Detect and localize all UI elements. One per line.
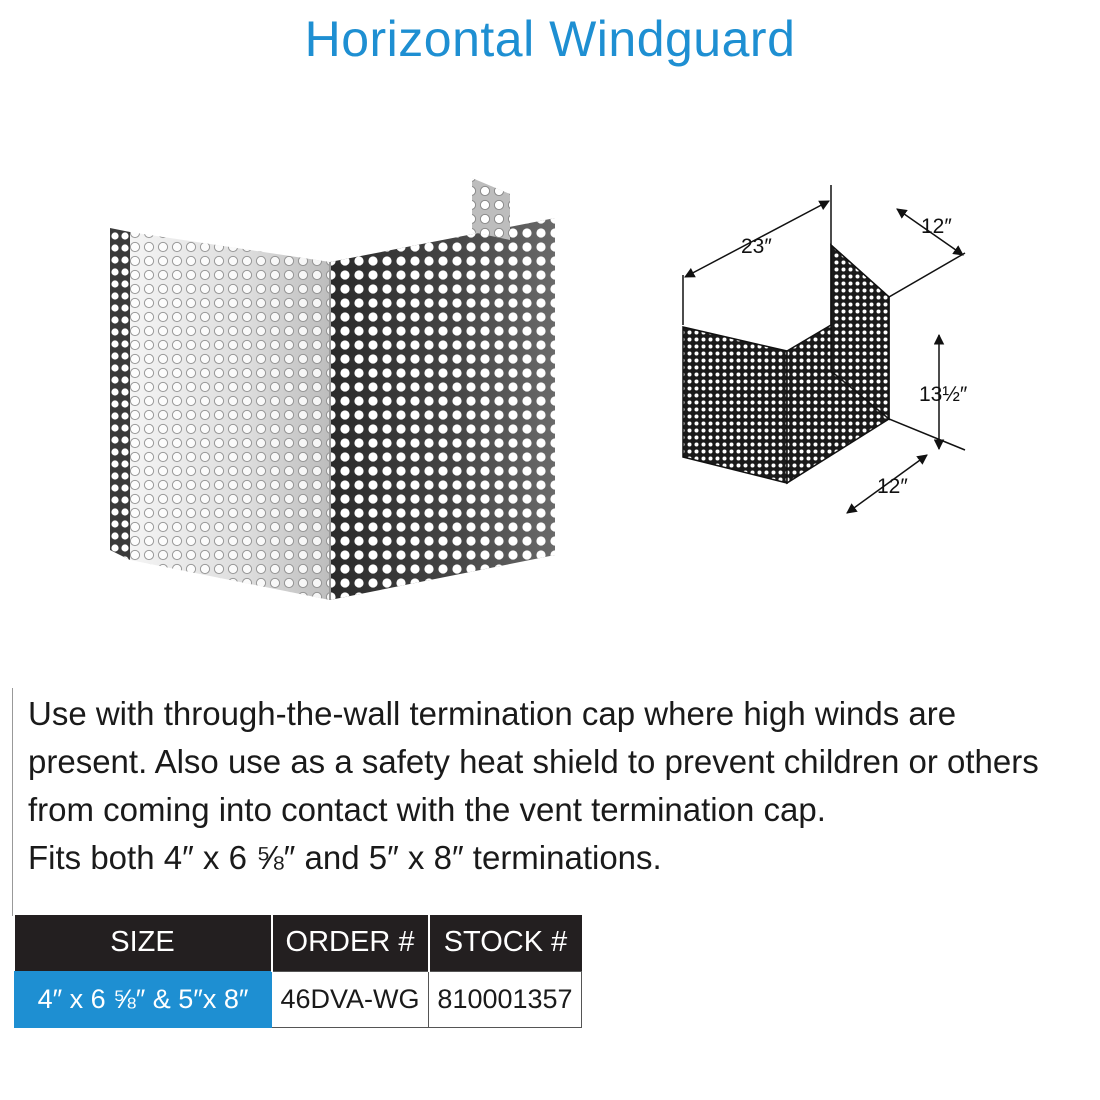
- cell-order: 46DVA-WG: [272, 971, 429, 1027]
- header-stock: STOCK #: [429, 915, 582, 971]
- page-title: Horizontal Windguard: [304, 11, 796, 67]
- dim-depth-top-label: 12″: [921, 215, 952, 238]
- dim-depth-bottom-label: 12″: [877, 475, 908, 498]
- table-header-row: [15, 915, 582, 971]
- description-line: Use with through-the-wall termination cap where high winds are: [28, 695, 957, 732]
- description-line: present. Also use as a safety heat shield to prevent children or others: [28, 743, 1039, 780]
- description-line: from coming into contact with the vent termination cap.: [28, 791, 826, 828]
- windguard-photo: [100, 170, 580, 600]
- product-description: [28, 690, 1098, 882]
- dim-width-label: 23″: [741, 235, 772, 258]
- cell-size: 4″ x 6 ⅝″ & 5″x 8″: [15, 971, 272, 1027]
- header-order: ORDER #: [272, 915, 429, 971]
- cell-stock: 810001357: [429, 971, 582, 1027]
- table-row: [15, 971, 582, 1027]
- spec-table: [14, 915, 582, 1028]
- dim-height-label: 13½″: [919, 383, 968, 406]
- header-size: SIZE: [15, 915, 272, 971]
- dimension-drawing: [665, 175, 995, 520]
- left-rule: [12, 688, 13, 916]
- description-line: Fits both 4″ x 6 ⅝″ and 5″ x 8″ terminations.: [28, 839, 662, 876]
